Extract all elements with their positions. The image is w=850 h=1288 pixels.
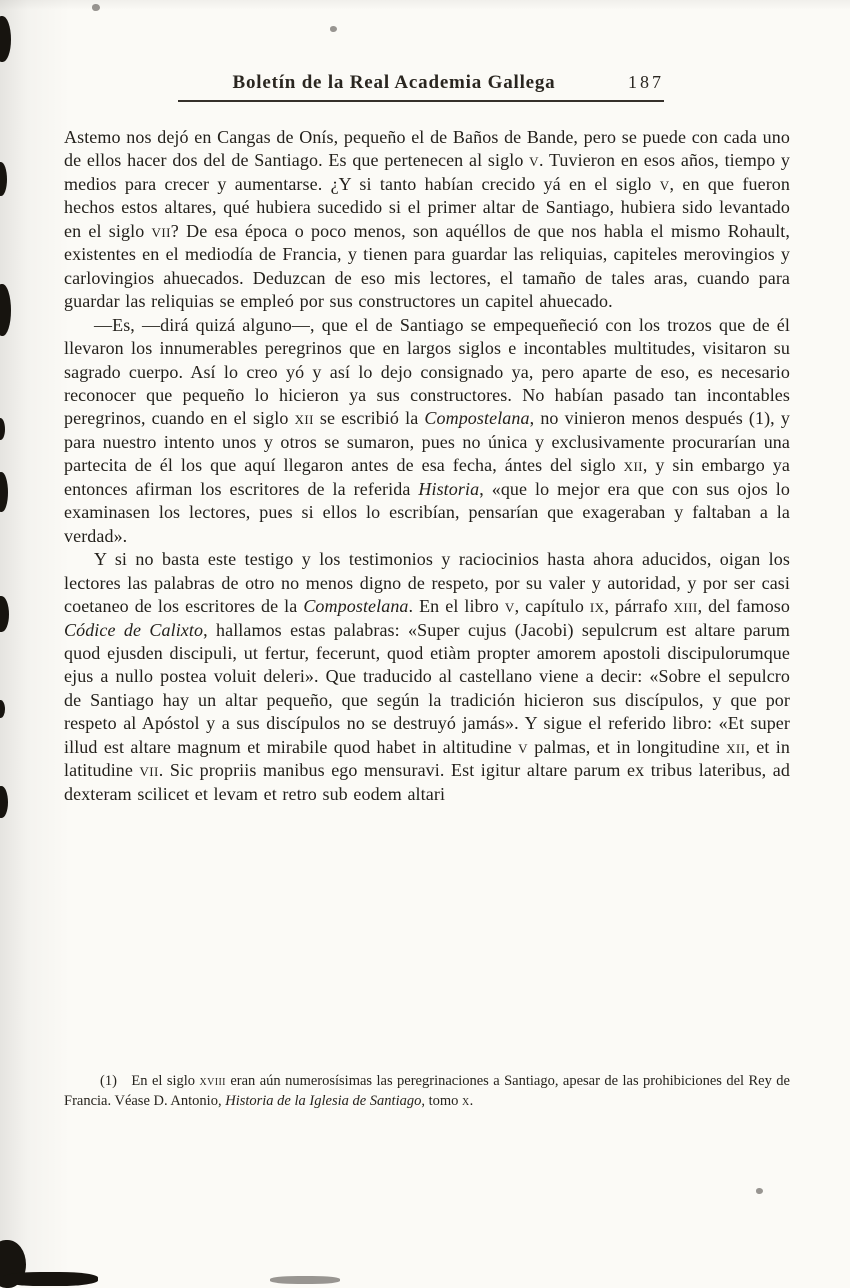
text-run: , en que fueron hechos estos altares, qué hubiera sucedido si el primer altar de Santiago, hubiera sido levantado en el siglo [64, 173, 790, 241]
smallcaps-text-run: xii [294, 408, 314, 429]
text-run: . Sic propriis manibus ego mensuravi. Est igitur altare parum ex tribus lateribus, ad dexteram scilicet et levam et retro sub eodem altari [64, 760, 790, 804]
text-run: se escribió la [313, 408, 425, 429]
text-run: , tomo [421, 1092, 463, 1109]
text-run: , del famoso [697, 596, 790, 617]
paragraph [64, 126, 790, 314]
text-run: , hallamos estas palabras: «Super cujus (Jacobi) sepulcrum est altare parum quod ejusden discipuli, ut fertur, fecerunt, quod etiàm propter amorem apostoli discipulorumque ejus a nullo postea voluit deleri». Que traducido al castellano viene a decir: «Sobre el sepulcro de Santiago hay un altar pequeño, que según la tradición hicieron sus discípulos, y que por respeto al Apóstol y a sus discípulos no se destruyó jamás». Y sigue el referido libro: «Et super illud est altare magnum et mirabile quod habet in altitudine [64, 619, 790, 757]
scan-artifact [0, 284, 11, 336]
page-number: 187 [628, 72, 664, 92]
italic-text-run: Compostelana [303, 596, 409, 617]
scan-artifact [0, 472, 8, 512]
text-run: , y sin embargo ya entonces afirman los escritores de la referida [64, 455, 790, 499]
text-run: , et in latitudine [64, 736, 791, 781]
text-run: , no vinieron menos después (1), y para nuestro intento unos y otros se sumaron, pues no única y exclusivamente procurarían una partecita de él los que aquí llegaron antes de esa fecha, ántes del siglo [64, 408, 790, 476]
smallcaps-text-run: ix [589, 596, 605, 617]
footnote [64, 1072, 790, 1111]
scan-artifact [270, 1276, 340, 1284]
smallcaps-text-run: x [462, 1092, 470, 1109]
scan-artifact [0, 418, 5, 440]
smallcaps-text-run: xiii [673, 596, 698, 617]
smallcaps-text-run: xviii [199, 1073, 226, 1089]
text-run: Astemo nos dejó en Cangas de Onís, pequeño el de Baños de Bande, pero se puede con cada uno de ellos hacer dos del de Santiago. Es que pertenecen al siglo [64, 127, 790, 171]
italic-text-run: Compostelana [424, 408, 530, 429]
scan-artifact [330, 26, 337, 32]
text-run: palmas, et in longitudine [527, 736, 727, 757]
footnote-paragraph [64, 1072, 790, 1111]
scan-artifact [0, 162, 7, 196]
smallcaps-text-run: vii [139, 760, 159, 781]
smallcaps-text-run: v [659, 173, 670, 194]
text-run: . Tuvieron en esos años, tiempo y medios para crecer y aumentarse. ¿Y si tanto habían crecido yá en el siglo [64, 150, 790, 194]
text-run: , capítulo [514, 596, 590, 617]
text-run: , «que lo mejor era que con sus ojos lo examinasen los lectores, pues si ellos lo escribían, pensarían que exageraban y faltaban a la verdad». [64, 478, 791, 546]
page-header [178, 72, 664, 102]
scan-artifact [0, 596, 9, 632]
text-run: —Es, —dirá quizá alguno—, que el de Santiago se empequeñeció con los trozos que de él llevaron los innumerables peregrinos que en largos siglos e incontables multitudes, visitaron su sagrado cuerpo. Así lo creo yó y así lo dejo consignado ya, pero aparte de eso, es necesario reconocer que pequeño lo hicieron ya sus constructores. No habían pasado tan incontables peregrinos, cuando en el siglo [64, 314, 790, 429]
text-run: Y si no basta este testigo y los testimonios y raciocinios hasta ahora aducidos, oigan los lectores las palabras de otro no menos digno de respeto, por su valer y autoridad, y por ser casi coetaneo de los escritores de la [64, 549, 790, 617]
scan-artifact [756, 1188, 763, 1194]
text-run: eran aún numerosísimas las peregrinaciones a Santiago, apesar de las prohibiciones del Rey de Francia. Véase D. Antonio, [64, 1073, 790, 1109]
italic-text-run: Códice de Calixto [64, 619, 204, 640]
text-run: (1) En el siglo [100, 1073, 200, 1089]
smallcaps-text-run: v [529, 150, 539, 171]
body-text [64, 126, 790, 806]
paragraph [64, 314, 790, 549]
scan-artifact [92, 4, 100, 11]
italic-text-run: Historia de la Iglesia de Santiago [225, 1092, 422, 1109]
text-run: . En el libro [408, 596, 505, 617]
smallcaps-text-run: v [504, 596, 515, 617]
text-run: , párrafo [604, 596, 674, 617]
scan-artifact [0, 16, 11, 62]
scan-artifact [0, 786, 8, 818]
smallcaps-text-run: xii [623, 455, 643, 476]
smallcaps-text-run: xii [726, 736, 746, 757]
journal-title: Boletín de la Real Academia Gallega [232, 72, 556, 93]
scan-artifact [0, 700, 5, 718]
smallcaps-text-run: vii [151, 220, 171, 241]
italic-text-run: Historia [418, 478, 480, 499]
text-run: ? De esa época o poco menos, son aquéllos de que nos habla el mismo Rohault, existentes en el mediodía de Francia, y tienen para guardar las reliquias, capiteles merovingios y carlovingios ahuecados. Deduzcan de eso mis lectores, el tamaño de tales aras, cuando para guardar las reliquias se empleó por sus constructores un capitel ahuecado. [64, 220, 791, 312]
paragraph [64, 548, 790, 806]
text-run: . [469, 1092, 474, 1109]
smallcaps-text-run: v [518, 736, 528, 757]
